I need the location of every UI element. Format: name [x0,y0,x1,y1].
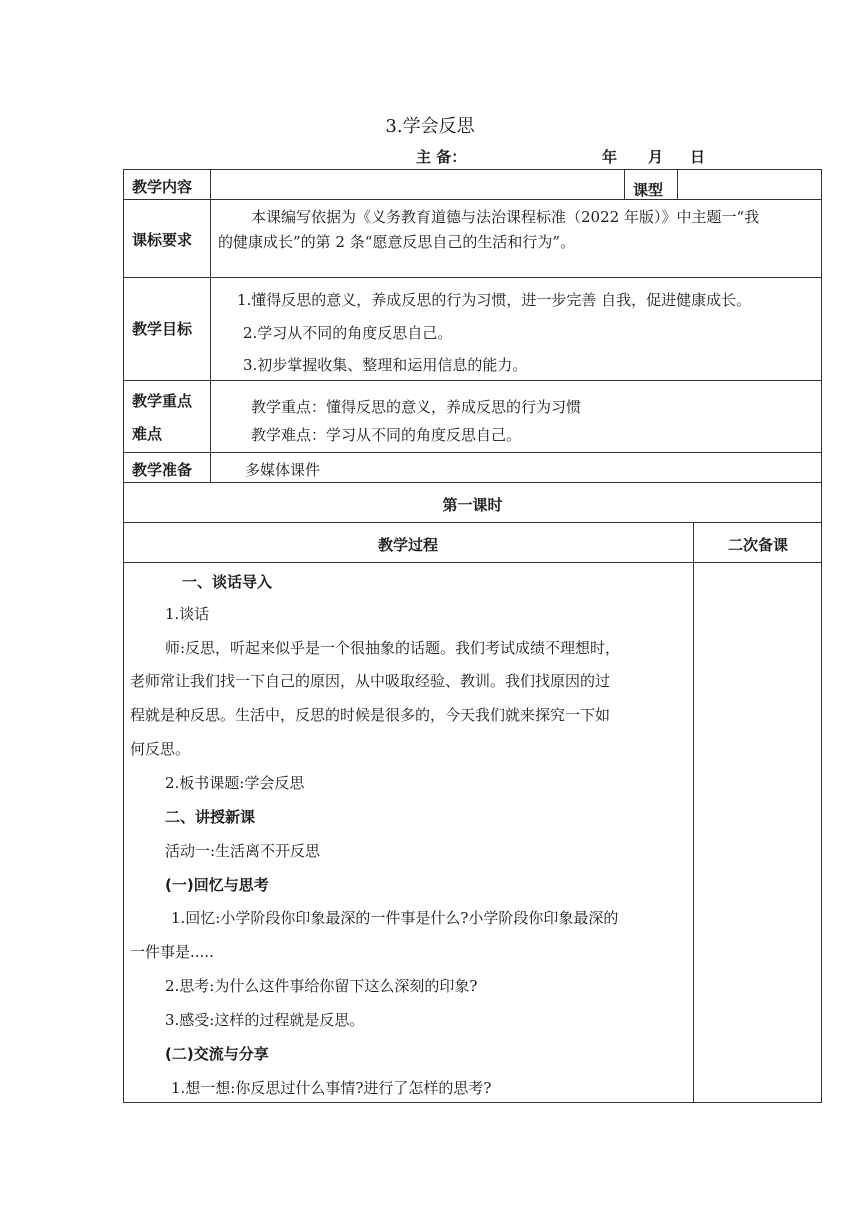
revision-label: 二次备课 [727,536,788,554]
process-text: 2.思考:为什么这件事给你留下这么深刻的印象? [165,977,478,995]
goal-item: 1.懂得反思的意义，养成反思的行为习惯，进一步完善 自我，促进健康成长。 [237,291,752,309]
year-label: 年 [602,148,618,166]
standard-line-1: 本课编写依据为《义务教育道德与法治课程标准（2022 年版）》中主题一“我 [251,208,760,226]
content-label: 教学内容 [132,178,193,196]
difficult-point: 教学难点：学习从不同的角度反思自己。 [251,426,522,444]
goal-item: 3.初步掌握收集、整理和运用信息的能力。 [243,356,528,374]
prep-label: 教学准备 [132,461,193,479]
process-text: 3.感受:这样的过程就是反思。 [165,1011,365,1029]
section-2-title: 二、讲授新课 [165,808,256,826]
page-title: 3.学会反思 [385,116,475,137]
process-text: 师:反思，听起来似乎是一个很抽象的话题。我们考试成绩不理想时， [165,639,621,657]
goals-label: 教学目标 [132,320,193,338]
process-text: 1.想一想:你反思过什么事情?进行了怎样的思考? [171,1079,492,1097]
process-text: 一件事是..... [130,943,214,961]
month-label: 月 [648,148,664,166]
key-point: 教学重点：懂得反思的意义，养成反思的行为习惯 [251,398,582,416]
prepared-label: 主 备： [416,148,467,166]
key-label-1: 教学重点 [132,392,193,410]
lesson-label: 第一课时 [442,496,503,514]
prep-value: 多媒体课件 [245,461,321,479]
process-text: 1.谈话 [165,605,210,623]
process-text: 活动一:生活离不开反思 [165,842,321,860]
process-text: 何反思。 [130,740,191,758]
goal-item: 2.学习从不同的角度反思自己。 [243,324,453,342]
process-text: 1.回忆:小学阶段你印象最深的一件事是什么?小学阶段你印象最深的 [171,909,619,927]
author-line [0,146,860,168]
day-label: 日 [690,148,706,166]
standard-label: 课标要求 [132,231,193,249]
process-text: 老师常让我们找一下自己的原因，从中吸取经验、教训。我们找原因的过 [130,672,611,690]
standard-line-2: 的健康成长”的第 2 条“愿意反思自己的生活和行为”。 [218,233,576,251]
key-label-2: 难点 [132,425,163,443]
section-1-title: 一、谈话导入 [182,573,273,591]
process-text: 程就是种反思。生活中，反思的时候是很多的，今天我们就来探究一下如 [130,706,611,724]
process-text: 2.板书课题:学会反思 [165,774,305,792]
type-label: 课型 [633,181,664,199]
process-label: 教学过程 [377,536,438,554]
subsection-2-title: (二)交流与分享 [165,1045,269,1063]
subsection-1-title: (一)回忆与思考 [165,876,269,894]
